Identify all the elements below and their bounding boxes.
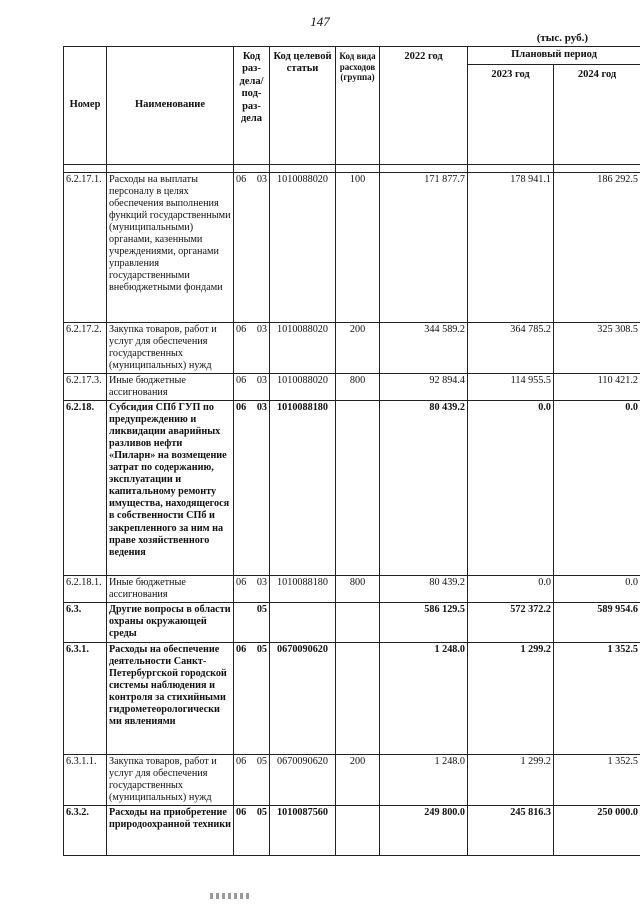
row-expense-type xyxy=(336,603,380,643)
page-number: 147 xyxy=(310,14,330,29)
row-value-2023: 572 372.2 xyxy=(468,603,554,643)
row-subsection: 03 xyxy=(252,401,270,576)
row-name: Закупка товаров, работ и услуг для обеспечения государственных (муниципальных) нужд xyxy=(107,755,234,806)
row-expense-type: 200 xyxy=(336,323,380,374)
row-name: Расходы на выплаты персоналу в целях обеспечения выполнения функций государственными (муниципальными) органами, казенными учреждениями, органами управления государственными внебюджетными фондами xyxy=(107,173,234,323)
row-number: 6.2.17.3. xyxy=(64,374,107,401)
row-target-code: 1010088020 xyxy=(270,173,336,323)
row-section: 06 xyxy=(234,643,252,755)
row-expense-type: 200 xyxy=(336,755,380,806)
row-section: 06 xyxy=(234,806,252,856)
row-value-2023: 364 785.2 xyxy=(468,323,554,374)
row-target-code: 1010088020 xyxy=(270,374,336,401)
row-target-code: 0670090620 xyxy=(270,755,336,806)
row-subsection: 03 xyxy=(252,374,270,401)
row-value-2024: 1 352.5 xyxy=(554,755,640,806)
row-section xyxy=(234,603,252,643)
row-section: 06 xyxy=(234,323,252,374)
row-value-2024: 186 292.5 xyxy=(554,173,640,323)
table-row xyxy=(64,374,640,401)
row-value-2023: 245 816.3 xyxy=(468,806,554,856)
row-value-2023: 178 941.1 xyxy=(468,173,554,323)
row-name: Иные бюджетные ассигнования xyxy=(107,576,234,603)
spacer-row xyxy=(64,165,640,173)
row-value-2022: 586 129.5 xyxy=(380,603,468,643)
row-value-2024: 250 000.0 xyxy=(554,806,640,856)
row-target-code: 1010088180 xyxy=(270,401,336,576)
row-name: Иные бюджетные ассигнования xyxy=(107,374,234,401)
table-row xyxy=(64,806,640,856)
row-number: 6.2.17.1. xyxy=(64,173,107,323)
row-target-code xyxy=(270,603,336,643)
row-value-2023: 1 299.2 xyxy=(468,643,554,755)
header-2023: 2023 год xyxy=(468,65,554,165)
row-number: 6.3.2. xyxy=(64,806,107,856)
row-subsection: 05 xyxy=(252,643,270,755)
row-value-2023: 0.0 xyxy=(468,576,554,603)
row-value-2023: 114 955.5 xyxy=(468,374,554,401)
row-section: 06 xyxy=(234,401,252,576)
row-section: 06 xyxy=(234,755,252,806)
table-row xyxy=(64,643,640,755)
row-number: 6.2.18. xyxy=(64,401,107,576)
table-row xyxy=(64,401,640,576)
row-value-2024: 1 352.5 xyxy=(554,643,640,755)
row-name: Расходы на приобретение природоохранной техники xyxy=(107,806,234,856)
row-section: 06 xyxy=(234,173,252,323)
header-number: Номер xyxy=(64,47,107,165)
header-2024: 2024 год xyxy=(554,65,640,165)
table-row xyxy=(64,603,640,643)
row-value-2024: 589 954.6 xyxy=(554,603,640,643)
row-value-2022: 92 894.4 xyxy=(380,374,468,401)
row-value-2023: 1 299.2 xyxy=(468,755,554,806)
row-subsection: 03 xyxy=(252,173,270,323)
row-value-2023: 0.0 xyxy=(468,401,554,576)
row-value-2022: 1 248.0 xyxy=(380,643,468,755)
row-value-2022: 249 800.0 xyxy=(380,806,468,856)
header-plan-period: Плановый период xyxy=(468,47,640,65)
row-number: 6.3.1.1. xyxy=(64,755,107,806)
row-expense-type xyxy=(336,401,380,576)
row-name: Закупка товаров, работ и услуг для обеспечения государственных (муниципальных) нужд xyxy=(107,323,234,374)
row-name: Другие вопросы в области охраны окружающей среды xyxy=(107,603,234,643)
row-expense-type: 800 xyxy=(336,576,380,603)
row-number: 6.3. xyxy=(64,603,107,643)
row-section: 06 xyxy=(234,374,252,401)
row-target-code: 0670090620 xyxy=(270,643,336,755)
header-expense-type: Код вида расходов (группа) xyxy=(336,47,380,165)
row-expense-type xyxy=(336,643,380,755)
row-target-code: 1010088020 xyxy=(270,323,336,374)
row-expense-type xyxy=(336,806,380,856)
row-subsection: 05 xyxy=(252,755,270,806)
row-subsection: 05 xyxy=(252,806,270,856)
row-value-2022: 344 589.2 xyxy=(380,323,468,374)
row-value-2024: 0.0 xyxy=(554,401,640,576)
row-target-code: 1010088180 xyxy=(270,576,336,603)
row-name: Расходы на обеспечение деятельности Санкт-Петербургской городской системы наблюдения и контроля за стихийными гидрометеорологически ми явлениями xyxy=(107,643,234,755)
row-number: 6.2.17.2. xyxy=(64,323,107,374)
row-value-2022: 171 877.7 xyxy=(380,173,468,323)
row-expense-type: 800 xyxy=(336,374,380,401)
row-value-2022: 80 439.2 xyxy=(380,576,468,603)
row-value-2022: 1 248.0 xyxy=(380,755,468,806)
budget-table xyxy=(63,46,640,856)
row-subsection: 05 xyxy=(252,603,270,643)
row-section: 06 xyxy=(234,576,252,603)
header-2022: 2022 год xyxy=(380,47,468,165)
row-number: 6.2.18.1. xyxy=(64,576,107,603)
units-label: (тыс. руб.) xyxy=(536,32,588,44)
row-value-2024: 325 308.5 xyxy=(554,323,640,374)
row-subsection: 03 xyxy=(252,323,270,374)
row-value-2024: 0.0 xyxy=(554,576,640,603)
row-value-2024: 110 421.2 xyxy=(554,374,640,401)
table-row xyxy=(64,323,640,374)
row-name: Субсидия СПб ГУП по предупреждению и ликвидации аварийных разливов нефти «Пиларн» на возмещение затрат по содержанию, эксплуатации и капитальному ремонту имущества, находящегося в собственности СПб и закрепленного за ним на праве хозяйственного ведения xyxy=(107,401,234,576)
scan-artifact xyxy=(210,893,250,899)
header-section: Код раз-дела/ под-раз-дела xyxy=(234,47,270,165)
table-row xyxy=(64,576,640,603)
table-row xyxy=(64,173,640,323)
row-expense-type: 100 xyxy=(336,173,380,323)
table-row xyxy=(64,755,640,806)
row-number: 6.3.1. xyxy=(64,643,107,755)
header-target: Код целевой статьи xyxy=(270,47,336,165)
row-value-2022: 80 439.2 xyxy=(380,401,468,576)
row-subsection: 03 xyxy=(252,576,270,603)
header-name: Наименование xyxy=(107,47,234,165)
row-target-code: 1010087560 xyxy=(270,806,336,856)
